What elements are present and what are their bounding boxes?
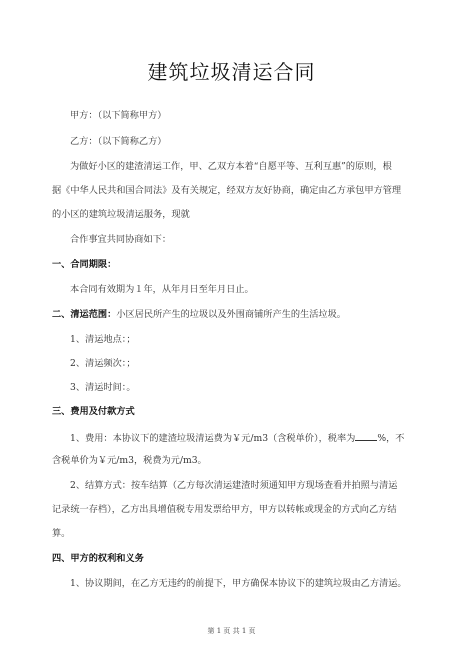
section-2-item-2: 2、清运频次：； [70, 358, 136, 369]
tax-rate-blank [355, 431, 377, 441]
party-b-line: 乙方：（以下简称乙方） [70, 136, 167, 147]
settlement-line-3: 算。 [52, 528, 71, 539]
agreement-line: 合作事宜共同协商如下： [70, 234, 172, 245]
section-3-fee-line [70, 431, 422, 445]
section-4-heading: 四、甲方的权利和义务 [52, 553, 144, 564]
section-3-fee-line-2: 含税单价为￥元/m3，税费为元/m3。 [52, 455, 207, 466]
party-a-line: 甲方：（以下简称甲方） [70, 110, 167, 121]
settlement-line-2: 记录统一存档），乙方出具增值税专用发票给甲方，甲方以转帐或现金的方式向乙方结 [52, 504, 397, 515]
intro-line-3: 的小区的建筑垃圾清运服务，现就 [52, 209, 190, 220]
section-4-text: 1、协议期间，在乙方无违约的前提下，甲方确保本协议下的建筑垃圾由乙方清运。 [70, 578, 407, 589]
document-title: 建筑垃圾清运合同 [147, 60, 316, 84]
fee-text-part-1: 1、费用：本协议下的建渣垃圾清运费为￥元/m3（含税单价），税率为 [70, 433, 356, 444]
intro-line-2: 据《中华人民共和国合同法》及有关规定，经双方友好协商，确定由乙方承包甲方管理 [52, 185, 402, 196]
section-1-heading: 一、合同期限： [52, 259, 117, 270]
section-2-item-1: 1、清运地点：； [70, 334, 136, 345]
intro-line-1: 为做好小区的建渣清运工作，甲、乙双方本着“自愿平等、互利互惠”的原则，根 [70, 161, 392, 172]
section-2-item-3: 3、清运时间：。 [70, 382, 136, 393]
section-2-line [52, 309, 422, 321]
page-footer: 第 1 页 共 1 页 [207, 627, 256, 635]
settlement-line-1: 2、结算方式：按车结算（乙方每次清运建渣时须通知甲方现场查看并拍照与清运 [70, 480, 398, 491]
section-1-text: 本合同有效期为１年，从年月日至年月日止。 [70, 284, 254, 295]
section-2-text: 小区居民所产生的垃圾以及外围商铺所产生的生活垃圾。 [116, 309, 346, 320]
section-2-heading: 二、清运范围： [52, 309, 117, 320]
section-3-heading: 三、费用及付款方式 [52, 406, 135, 417]
fee-text-part-2: %，不 [377, 433, 405, 444]
